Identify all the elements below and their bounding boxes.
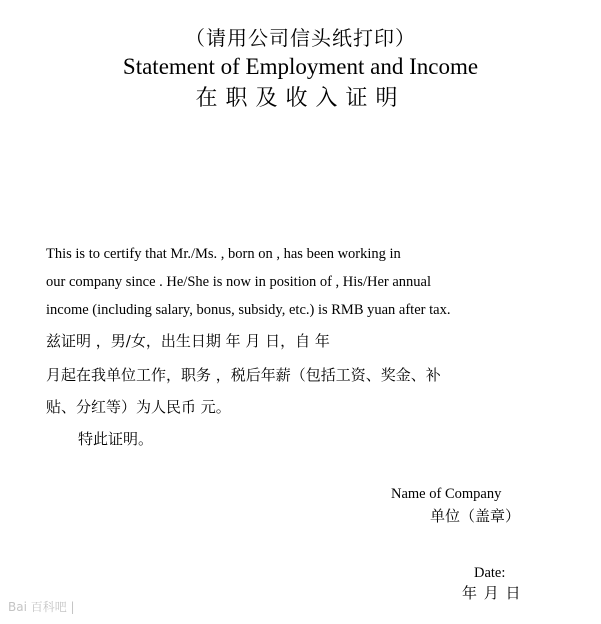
- english-paragraph-line-3: income (including salary, bonus, subsidy, etc.) is RMB yuan after tax.: [46, 302, 451, 318]
- company-name-label: Name of Company: [391, 486, 502, 502]
- chinese-paragraph-line-1: 兹证明 ，男/女，出生日期 年 月 日，自 年: [46, 332, 330, 350]
- watermark: Bai 百科吧 |: [8, 600, 75, 614]
- company-seal-label: 单位（盖章）: [430, 507, 521, 525]
- date-label-english: Date:: [474, 565, 506, 581]
- document-title-english: Statement of Employment and Income: [122, 54, 479, 79]
- date-label-chinese: 年 月 日: [462, 584, 522, 602]
- closing-statement: 特此证明。: [78, 430, 154, 448]
- chinese-paragraph-line-2: 月起在我单位工作，职务 ，税后年薪（包括工资、奖金、补: [46, 366, 441, 384]
- english-paragraph-line-2: our company since . He/She is now in position of , His/Her annual: [46, 274, 431, 290]
- document-title-chinese: 在职及收入证明: [195, 86, 406, 111]
- print-instruction: （请用公司信头纸打印）: [185, 26, 416, 50]
- chinese-paragraph-line-3: 贴、分红等）为人民币 元。: [46, 398, 231, 416]
- english-paragraph-line-1: This is to certify that Mr./Ms. , born on , has been working in: [46, 246, 401, 262]
